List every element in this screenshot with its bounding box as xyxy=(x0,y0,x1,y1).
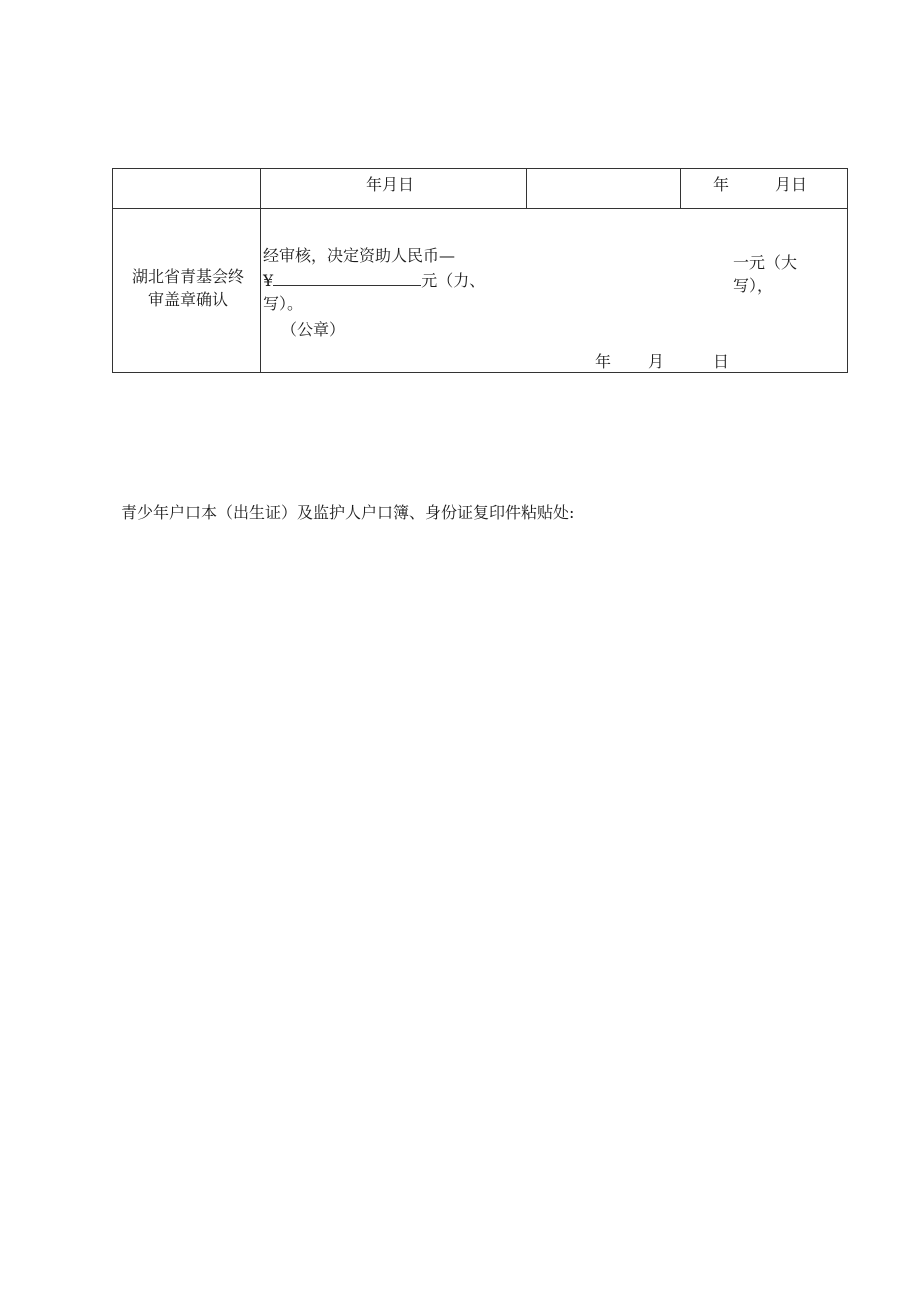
date-text: 年月日 xyxy=(366,175,415,194)
approval-table xyxy=(112,168,848,373)
table-cell-empty xyxy=(527,169,681,208)
yen-symbol: ¥ xyxy=(263,271,274,290)
table-row xyxy=(113,209,847,372)
org-label-line: 审盖章确认 xyxy=(147,290,228,309)
table-cell-label xyxy=(113,209,261,372)
signature-year: 年 xyxy=(595,352,612,371)
signature-day: 日 xyxy=(713,352,730,371)
seal-label: （公章） xyxy=(281,320,346,339)
org-confirmation-label xyxy=(119,265,257,311)
date-year-text: 年 xyxy=(713,175,730,194)
table-cell-content xyxy=(261,209,847,372)
approval-text-line: 写）。 xyxy=(263,294,304,313)
table-cell-empty xyxy=(113,169,261,208)
approval-text-line: 一元（大 xyxy=(733,253,798,272)
date-month-day-text: 月日 xyxy=(775,175,808,194)
amount-suffix: 元（力、 xyxy=(421,271,486,290)
table-cell-date xyxy=(681,169,847,208)
org-label-line: 湖北省青基会终 xyxy=(131,267,244,286)
table-cell-date xyxy=(261,169,527,208)
approval-text-line: 写）， xyxy=(733,276,774,295)
amount-line xyxy=(263,268,485,291)
table-row xyxy=(113,169,847,209)
signature-month: 月 xyxy=(648,352,665,371)
amount-blank xyxy=(273,271,421,286)
approval-text-line: 经审核，决定资助人民币— xyxy=(263,246,456,265)
paste-area-label: 青少年户口本（出生证）及监护人户口簿、身份证复印件粘贴处: xyxy=(121,503,575,522)
